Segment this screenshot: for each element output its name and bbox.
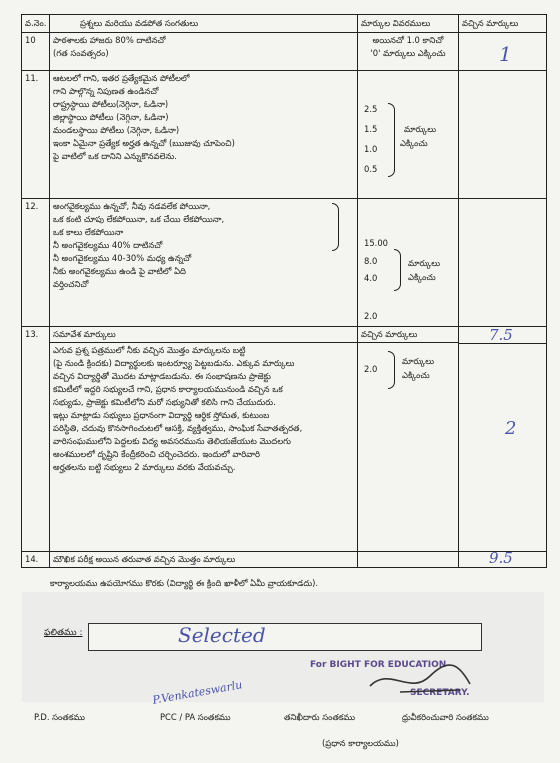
office-note: కార్యాలయము ఉపయోగము కొరకు (విద్యార్థి ఈ క్రింది ఖాళీలో ఏమీ వ్రాయకూడదు). xyxy=(50,578,319,588)
sign-label-pcc: PCC / PA సంతకము xyxy=(160,712,231,722)
secretary-signature xyxy=(360,656,480,702)
row-11-got xyxy=(459,71,547,199)
row-11-brace-label: ఎక్కించు xyxy=(400,138,428,149)
row-12-value: 8.0 xyxy=(364,256,378,267)
row-12-question-brace xyxy=(332,203,339,251)
row-12 xyxy=(22,199,547,327)
row-14 xyxy=(22,552,547,568)
result-label: ఫలితము : xyxy=(44,628,83,638)
row-12-q-line: నీ అంగవైకల్యము 40% దాటినచో xyxy=(53,240,163,251)
row-13-q-line: సభ్యుడు, ప్రాజెక్టు కమిటీలోని మరో సభ్యునితో కలిసి గాని చేయుదురు. xyxy=(53,397,276,408)
sign-label-inspector: తనిఖీదారు సంతకము xyxy=(284,712,355,722)
row-11 xyxy=(22,71,547,199)
row-10-q-line: పాఠశాలకు హాజరు 80% దాటినచో xyxy=(53,35,166,46)
row-13-q-line: కమిటీలో ఇద్దరి సభ్యులచే గాని, ప్రధాన కార్యాలయమునుండి వచ్చిన ఒక xyxy=(53,384,283,395)
row-12-q-line: ఒక కంటి చూపు లేకపోయినా, ఒక చేయి లేకపోయినా, xyxy=(53,214,225,225)
sign-label-office: (ప్రధాన కార్యాలయము) xyxy=(322,738,399,748)
row-14-got-value: 9.5 xyxy=(489,549,513,568)
row-13-q-line: అంశములలో దృష్టిని కేంద్రీకరించి చర్చించెదరు. ఇందులో వారివారి xyxy=(53,449,260,460)
row-10-no: 10 xyxy=(22,33,50,71)
header-got: వచ్చిన మార్కులు xyxy=(459,15,547,33)
row-12-brace xyxy=(394,249,401,291)
row-11-q-line: జిల్లాస్థాయి పోటీలు (నెగ్గినా, ఓడినా) xyxy=(53,112,169,123)
header-no: వ.నెం. xyxy=(22,15,50,33)
row-11-q-line: మండలస్థాయి పోటీలు (నెగ్గినా, ఓడినా) xyxy=(53,125,180,136)
row-12-marks xyxy=(358,199,459,327)
row-13-q-line: వారిసంఘములోని పెద్దలకు విద్య అవసరమును తెలియజేయుట మొదలగు xyxy=(53,436,291,447)
row-14-got xyxy=(459,549,547,568)
row-13-got-top: 7.5 xyxy=(489,326,513,345)
row-11-value: 1.5 xyxy=(364,124,378,135)
row-13-q-line: ఎగువ ప్రశ్న పత్రములో నీకు వచ్చిన మొత్తం మార్కులను బట్టి xyxy=(53,345,246,356)
header-question: ప్రశ్నలు మరియు వడపోత సంగతులు xyxy=(50,15,358,33)
table-header-row xyxy=(22,15,547,33)
row-13 xyxy=(22,327,547,552)
sign-label-pd: P.D. సంతకము xyxy=(34,712,85,722)
row-10-marks-line: '0' మార్కులు ఎక్కించు xyxy=(370,48,446,59)
row-10-got-value: 1 xyxy=(499,42,512,67)
result-box xyxy=(88,623,482,651)
row-12-got xyxy=(459,199,547,327)
row-13-question xyxy=(50,327,358,552)
row-14-marks xyxy=(358,552,459,568)
row-10-q-line: (గత సంవత్సరం) xyxy=(53,48,109,59)
row-10-got xyxy=(459,33,547,71)
row-13-marks-head: వచ్చిన మార్కులు xyxy=(358,327,458,343)
row-12-value: 15.00 xyxy=(364,238,388,249)
row-11-value: 2.5 xyxy=(364,104,378,115)
row-11-q-line: గాని పాల్గొన్న నిపుణత ఉండినచో xyxy=(53,86,159,97)
row-11-q-line: ఇంకా ఏమైనా ప్రత్యేక అర్హత ఉన్నచో (ఋజువు చూపెంచి) xyxy=(53,138,235,149)
row-12-no: 12. xyxy=(22,199,50,327)
row-13-q-line: అర్హతలను బట్టి సభ్యులు 2 మార్కులు వరకు వేయవచ్చు. xyxy=(53,462,236,473)
row-13-got xyxy=(459,327,547,552)
row-11-value: 1.0 xyxy=(364,144,378,155)
stamp-line-2: SECRETARY. xyxy=(410,688,470,698)
row-12-value: 2.0 xyxy=(364,311,378,322)
row-14-question: మౌఖిక పరీక్ష అయిన తరువాత వచ్చిన మొత్తం మార్కులు xyxy=(50,552,358,568)
row-11-brace xyxy=(388,103,395,177)
result-value: Selected xyxy=(178,623,266,647)
header-marks: మార్కుల వివరములు xyxy=(358,15,459,33)
row-13-brace xyxy=(388,351,395,389)
row-13-q-line: వచ్చిన విద్యార్థితో మొదట మాట్లాడబడును. ఈ సంభాషణను ప్రాజెక్టు xyxy=(53,371,271,382)
row-11-no: 11. xyxy=(22,71,50,199)
stamp-line-1: For BIGHT FOR EDUCATION xyxy=(310,660,447,670)
row-13-marks xyxy=(358,327,459,552)
sign-label-verifier: ధ్రువీకరించువారి సంతకము xyxy=(402,712,489,722)
row-11-q-line: పై వాటిలో ఒక దానిని ఎన్నుకొనవలెను. xyxy=(53,151,177,162)
row-11-brace-label: మార్కులు xyxy=(404,124,437,135)
row-11-q-line: ఆటలలో గాని, ఇతర ప్రత్యేకమైన పోటీలలో xyxy=(53,73,190,84)
row-11-question xyxy=(50,71,358,199)
marks-table xyxy=(21,14,547,568)
row-13-no: 13. xyxy=(22,327,50,552)
row-14-no: 14. xyxy=(22,552,50,568)
row-10-question xyxy=(50,33,358,71)
row-12-value: 4.0 xyxy=(364,273,378,284)
row-13-q-head: సమావేశ మార్కులు xyxy=(50,327,357,343)
row-13-q-line: పరిస్థితి, చదువు కొనసాగించుటలో ఆసక్తి, వ్యక్తిత్వము, సాంఘిక సేవాతత్పరత, xyxy=(53,423,303,434)
row-13-brace-label: ఎక్కించు xyxy=(402,370,430,381)
row-13-q-line: (పై నుండి క్రిందకు) విద్యార్థులకు ఇంటర్వ్యూ పెట్టబడును. ఎక్కువ మార్కులు xyxy=(53,358,295,369)
row-12-q-line: అంగవైకల్యము ఉన్నచో, నీవు నడవలేక పోయినా, xyxy=(53,201,211,212)
row-12-brace-label: ఎక్కించు xyxy=(408,272,436,283)
row-10-marks-line: అయినచో 1.0 కానిచో xyxy=(372,35,444,46)
row-12-question xyxy=(50,199,358,327)
pcc-signature: P.Venkateswarlu xyxy=(151,678,244,707)
row-10 xyxy=(22,33,547,71)
row-12-brace-label: మార్కులు xyxy=(408,258,441,269)
row-11-marks xyxy=(358,71,459,199)
row-13-value: 2.0 xyxy=(364,364,378,375)
row-12-q-line: నీ అంగవైకల్యము 40-30% మధ్య ఉన్నచో xyxy=(53,253,192,264)
row-13-got-mid: 2 xyxy=(505,418,517,440)
row-11-value: 0.5 xyxy=(364,164,378,175)
row-11-q-line: రాష్ట్రస్థాయి పోటీలు(నెగ్గినా, ఓడినా) xyxy=(53,99,169,110)
row-10-marks xyxy=(358,33,459,71)
row-13-q-line: ఇట్లు మాట్లాడు సభ్యులు ప్రధానంగా విద్యార్థి ఆర్థిక స్తోమత, కుటుంబ xyxy=(53,410,270,421)
row-12-q-line: నీకు అంగవైకల్యము ఉండి పై వాటిలో ఏది xyxy=(53,266,186,277)
row-13-brace-label: మార్కులు xyxy=(402,356,435,367)
row-12-q-line: ఒక కాలు లేకపోయినా xyxy=(53,227,124,238)
row-12-q-line: వర్తించనిచో xyxy=(53,279,89,290)
